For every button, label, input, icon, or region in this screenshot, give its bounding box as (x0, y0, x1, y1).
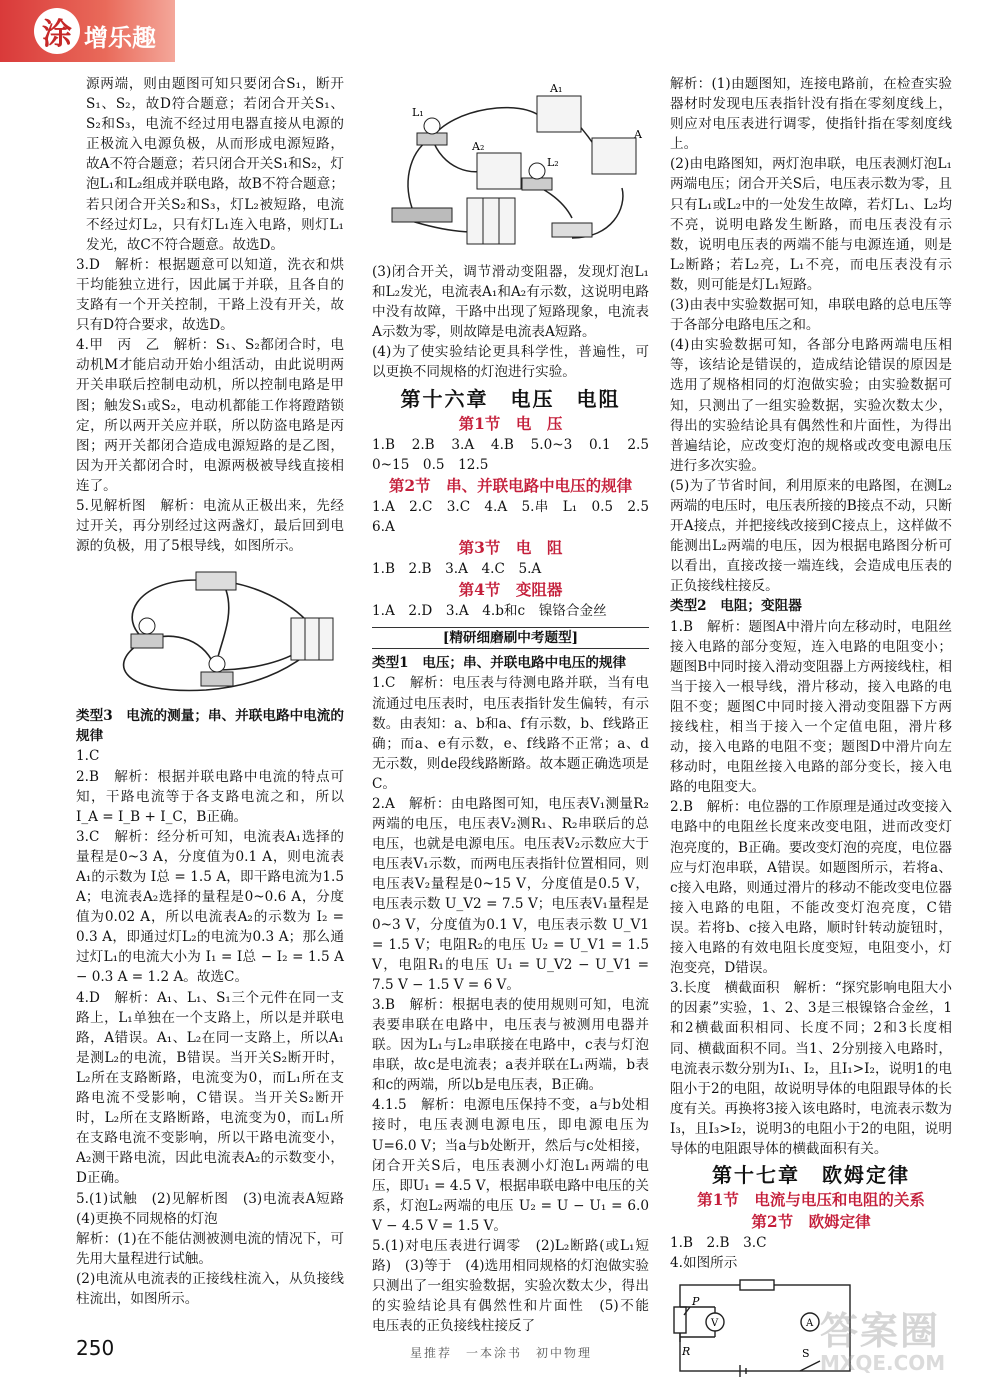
circuit-figure-ammeters (372, 78, 649, 258)
chapter-title: 第十七章 欧姆定律 (712, 1163, 910, 1188)
paragraph: 4.甲 丙 乙 解析：S₁、S₂都闭合时，电动机M才能启动开始小组活动，由此说明两开关串联后控制电动机，所以控制电路是甲图；触发S₁或S₂，电动机都能工作将蹬踏锁定，所以两开关应并联，所以防盗电路是丙图；两开关都闭合造成电源短路的是乙图，因为开关都闭合时，电源两极被导线直接相连了。 (76, 337, 344, 494)
answers: 1.B 2.B 3.A 4.C 5.A (372, 561, 542, 578)
section-title: 第1节 电 压 (458, 413, 563, 433)
paragraph: 解析：(1)由题图知，连接电路前，在检查实验器材时发现电压表指针没有指在零刻度线上，则应对电压表进行调零，使指针指在零刻度线上。 (670, 76, 952, 153)
brand-title: 增乐趣 (84, 24, 156, 52)
paragraph: (4)为了使实验结论更具科学性，普遍性，可以更换不同规格的灯泡进行实验。 (372, 344, 649, 381)
page-number: 250 (76, 1336, 115, 1360)
fig-label: A₁ (550, 82, 563, 95)
type-heading: 类型1 电压；串、并联电路中电压的规律 (372, 655, 627, 672)
paragraph: (4)由实验数据可知，各部分电路两端电压相等，该结论是错误的，造成结论错误的原因是选用了规格相同的灯泡做实验；由实验数据可知，只测出了一组实验数据，实验次数太少，得出的实验结论具有偶然性和片面性，为得出普遍结论，应改变灯泡的规格或改变电源电压进行多次实验。 (670, 337, 952, 474)
type-heading: 类型2 电阻；变阻器 (670, 598, 802, 615)
paragraph: 1.C 解析：电压表与待测电路并联，当有电流通过电压表时，电压表指针发生偏转，有示数。由表知：a、b和a、f有示数，b、f线路正确；而a、e有示数，e、f线路不正常；a、d无示数，则de段线路断路。故本题正确选项是C。 (372, 675, 649, 792)
answers: 1.B 2.B 3.A 4.B 5.0~3 0.1 2.5 0~15 0.5 12.5 (372, 436, 663, 473)
ammeter-label: A (806, 1318, 814, 1330)
paragraph: (2)由电路图知，两灯泡串联，电压表测灯泡L₁两端电压；闭合开关S后，电压表示数为零，且只有L₁或L₂中的一处发生故障，若灯L₁、L₂均不亮，说明电路发生断路，而电压表没有示数，说明电压表的两端不能与电源连通，则是L₂断路；若L₂亮，L₁不亮，而电压表没有示数，则可能是灯L₁短路。 (670, 156, 952, 293)
paragraph: (5)为了节省时间，利用原来的电路图，在测L₂两端的电压时，电压表所接的B接点不动，只断开A接点，并把接线改接到C接点上，这样做不能测出L₂两端的电压，因为根据电路图分析可以看出，直接改接一端连线，会造成电压表的正负接线柱接反。 (670, 477, 952, 595)
voltmeter-label: V (711, 1318, 719, 1330)
watermark-url: MXQE.COM (820, 1351, 946, 1375)
fig-label: A₂ (472, 140, 485, 153)
answers: 1.B 2.B 3.C (670, 1235, 767, 1252)
paragraph: (2)电流从电流表的正接线柱流入，从负接线柱流出，如图所示。 (76, 1270, 344, 1307)
paragraph: (3)闭合开关，调节滑动变阻器，发现灯泡L₁和L₂发光，电流表A₁和A₂有示数，这说明电路中没有故障，干路中出现了短路现象，电流表A示数为零，则故障是电流表A短路。 (372, 264, 649, 341)
watermark (820, 1300, 995, 1382)
section-title: 第2节 串、并联电路中电压的规律 (388, 475, 633, 495)
paragraph: 3.C 解析：经分析可知，电流表A₁选择的量程是0~3 A，分度值为0.1 A，则电流表A₁的示数为 I总 = 1.5 A，即干路电流为1.5 A；电流表A₂选择的量程是0~0.6 A，分度值为0.02 A，所以电流表A₂的示数为 I₂ = 0.3 A，即通过灯L₂的电流为0.3 A；那么通过灯L₁的电流大小为 I₁ = I总 − I₂ = 1.5 A − 0.3 A = 1.2 A。故选C。 (76, 828, 344, 986)
answers: 1.A 2.C 3.C 4.A 5.串 L₁ 0.5 2.5 6.A (372, 498, 663, 535)
fig-label: P (692, 1295, 700, 1309)
paragraph: 3.D 解析：根据题意可以知道，洗衣和烘干均能独立进行，因此属于并联，且各自的支路有一个开关控制，干路上没有开关，故只有D符合要求，故选D。 (76, 256, 344, 334)
section-title: 第4节 变阻器 (458, 580, 563, 600)
watermark-text: 答案圈 (820, 1309, 941, 1353)
paragraph: 5.(1)试触 (2)见解析图 (3)电流表A短路 (4)更换不同规格的灯泡 (76, 1190, 358, 1227)
section-title: 第2节 欧姆定律 (751, 1212, 871, 1232)
paragraph: 3.长度 横截面积 解析：“探究影响电阻大小的因素”实验，1、2、3是三根镍铬合金丝，1和2横截面积相同、长度不同；2和3长度相同、横截面积不同。当1、2分别接入电路时，电流表示数分别为I₁、I₂，且I₁>I₂，说明1的电阻小于2的电阻，故说明导体的电阻跟导体的长度有关。再换将3接入该电路时，电流表示数为I₃，且I₃>I₂，说明3的电阻小于2的电阻，说明导体的电阻跟导体的横截面积有关。 (670, 980, 952, 1157)
fig-label: L₁ (412, 106, 424, 119)
paragraph: 2.B 解析：根据并联电路中电流的特点可知，干路电流等于各支路电流之和，所以 I_A = I_B + I_C，B正确。 (76, 768, 344, 825)
paragraph: 解析：(1)在不能估测被测电流的情况下，可先用大量程进行试触。 (76, 1230, 344, 1267)
paragraph: 源两端，则由题图可知只要闭合S₁，断开S₁、S₂，故D符合题意；若闭合开关S₁、S₂和S₃，电流不经过用电器直接从电源的正极流入电源负极，从而形成电源短路，故A不符合题意；若只闭合开关S₁和S₂，灯泡L₁和L₂组成并联电路，故B不符合题意；若只闭合开关S₂和S₃，灯L₂被短路，电流不经过灯L₂，只有灯L₁连入电路，则灯L₁发光，故C不符合题意。故选D。 (86, 76, 344, 253)
column-1 (76, 74, 358, 1309)
paragraph: 5.(1)对电压表进行调零 (2)L₂断路(或L₁短路) (3)等于 (4)选用相同规格的灯泡做实验 只测出了一组实验数据，实验次数太少，得出的实验结论具有偶然性和片面性 (5)不能 电压表的正负接线柱接反了 (372, 1238, 663, 1335)
footer-text: 星推荐 一本涂书 初中物理 (410, 1346, 593, 1360)
paragraph: (3)由表中实验数据可知，串联电路的总电压等于各部分电路电压之和。 (670, 297, 952, 334)
fig-label: R (682, 1345, 691, 1359)
paragraph: 2.A 解析：由电路图可知，电压表V₁测量R₂两端的电压，电压表V₂测R₁、R₂串联后的总电压，也就是电源电压。电压表V₂示数应大于电压表V₁示数，而两电压表指针位置相同，则电压表V₂量程是0~15 V，分度值是0.5 V，电压表示数 U_V2 = 7.5 V；电压表V₁量程是0~3 V，分度值为0.1 V，电压表示数 U_V1 = 1.5 V；电阻R₂的电压 U₂ = U_V1 = 1.5 V，电阻R₁的电压 U₁ = U_V2 − U_V1 = 7.5 V − 1.5 V = 6 V。 (372, 795, 649, 993)
paragraph: 4.1.5 解析：电源电压保持不变，a与b处相接时，电压表测电源电压，即电源电压为U=6.0 V；当a与b处断开，然后与c处相接，闭合开关S后，电压表测小灯泡L₁两端的电压，即U₁ = 4.5 V，根据串联电路中电压的关系，灯泡L₂两端的电压 U₂ = U − U₁ = 6.0 V − 4.5 V = 1.5 V。 (372, 1097, 649, 1234)
column-3 (670, 74, 952, 1381)
fig-label: A (634, 128, 642, 141)
type-heading: 类型3 电流的测量；串、并联电路中电流的规律 (76, 708, 344, 745)
header-banner (0, 0, 210, 80)
answers: 4.如图所示 (670, 1255, 738, 1272)
circuit-figure-parallel-lamps (76, 560, 344, 702)
column-2 (372, 74, 663, 1337)
switch-label: S (802, 1347, 810, 1361)
paragraph: 1.B 解析：题图A中滑片向左移动时，电阻丝接入电路的部分变短，连入电路的电阻变小；题图B中同时接入滑动变阻器上方两接线柱，相当于接入一根导线，滑片移动，接入电路的电阻不变；题图C中同时接入滑动变阻器下方两接线柱，相当于接入一个定值电阻，滑片移动，接入电路的电阻不变；题图D中滑片向左移动时，电阻丝接入电路的部分变长，接入电路的电阻变大。 (670, 618, 952, 796)
paragraph: 5.见解析图 解析：电流从正极出来，先经过开关，再分别经过这两盏灯，最后回到电源的负极，用了5根导线，如图所示。 (76, 497, 344, 555)
paragraph: 3.B 解析：根据电表的使用规则可知，电流表要串联在电路中，电压表与被测用电器并联。因为L₁与L₂串联接在电路中，c表与灯泡串联，故c是电流表；a表并联在L₁两端，b表和c的两端，所以b是电压表，B正确。 (372, 996, 649, 1094)
logo-icon: 涂 (34, 8, 80, 54)
exam-practice-heading: [精研细磨刷中考题型] (372, 627, 649, 649)
section-title: 第1节 电流与电压和电阻的关系 (697, 1190, 925, 1210)
answers: 1.A 2.D 3.A 4.b和c 镍铬合金丝 (372, 603, 607, 620)
paragraph: 4.D 解析：A₁、L₁、S₁三个元件在同一支路上，L₁单独在一个支路上，所以是并联电路，A错误。A₁、L₂在同一支路上，所以A₁是测L₂的电流，B错误。当开关S₂断开时，L₂所在支路断路，电流变为0，而L₁所在支路电流不受影响，C错误。当开关S₂断开时，L₂所在支路断路，电流变为0，而L₁所在支路电流不变影响，所以干路电流变小，A₂测干路电流，因此电流表A₂的示数变小，D正确。 (76, 989, 344, 1187)
section-title: 第3节 电 阻 (458, 538, 563, 558)
chapter-title: 第十六章 电压 电阻 (400, 386, 621, 411)
paragraph: 2.B 解析：电位器的工作原理是通过改变接入电路中的电阻丝长度来改变电阻，进而改变灯泡亮度的，B正确。要改变灯泡的亮度，电位器应与灯泡串联，A错误。如题图所示，若将a、c接入电路，则通过滑片的移动不能改变电位器接入电路的电阻，不能改变灯泡亮度，C错误。若将b、c接入电路，顺时针转动旋钮时，接入电路的有效电阻长度变短，电阻变小，灯泡变亮，D错误。 (670, 799, 952, 977)
paragraph: 1.C (76, 748, 100, 765)
fig-label: L₂ (547, 156, 559, 169)
